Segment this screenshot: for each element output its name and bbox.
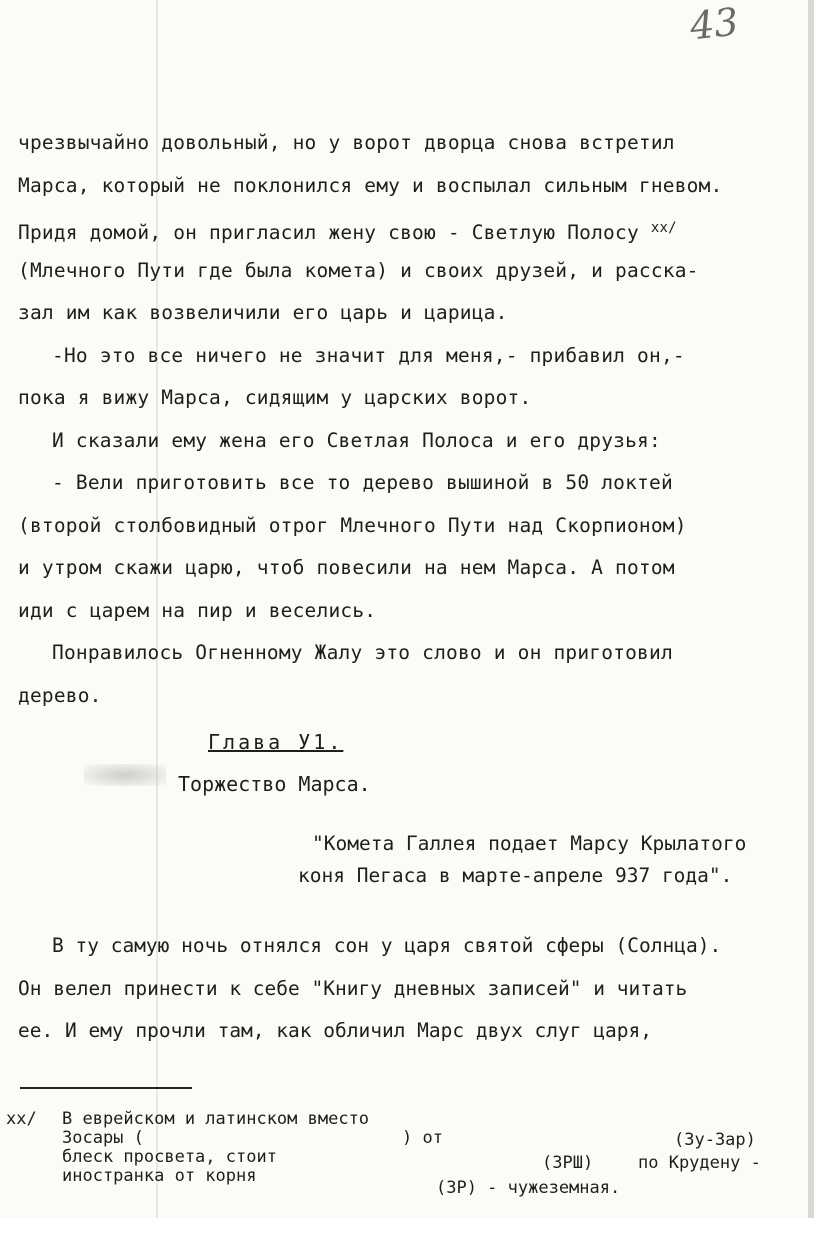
text-line: Понравилось Огненному Жалу это слово и он приготовил <box>52 641 673 664</box>
footnote-text: (ЗРШ) <box>542 1153 594 1173</box>
body-text-lower <box>18 925 808 1053</box>
text-line: ее. И ему прочли там, как обличил Марс двух слуг царя, <box>18 1019 652 1042</box>
text-line: (второй столбовидный отрог Млечного Пути над Скорпионом) <box>18 513 687 537</box>
text-line: и утром скажи царю, чтоб повесили на нем Марса. А потом <box>18 556 675 579</box>
footnote-rule <box>20 1087 192 1089</box>
epigraph <box>298 828 808 892</box>
text-line-content: Придя домой, он пригласил жену свою - Светлую Полосу <box>18 221 639 244</box>
footnote-marker: хх/ <box>6 1109 37 1129</box>
text-line: иди с царем на пир и веселись. <box>18 598 377 622</box>
footnote-text: (Зу-Зар) <box>674 1130 756 1150</box>
footnote-row <box>6 1147 806 1173</box>
text-line: В ту самую ночь отнялся сон у царя святой сферы (Солнца). <box>52 934 722 957</box>
footnote-text: ) от <box>402 1128 443 1148</box>
footnote-reference: хх/ <box>650 220 677 236</box>
footnote-text: по Крудену - <box>638 1153 761 1173</box>
page-edge <box>808 0 814 1218</box>
footnote-row <box>6 1110 806 1129</box>
text-line: И сказали ему жена его Светлая Полоса и его друзья: <box>52 428 661 452</box>
footnote <box>6 1109 806 1198</box>
text-line: зал им как возвеличили его царь и царица. <box>18 301 508 324</box>
footnote-text: В еврейском и латинском вместо <box>62 1109 370 1129</box>
footnote-text: блеск просвета, стоит <box>62 1147 277 1167</box>
footnote-row <box>6 1166 806 1198</box>
ink-smudge <box>84 764 166 786</box>
footnote-row <box>6 1129 806 1148</box>
epigraph-line: коня Пегаса в марте-апреле 937 года". <box>298 864 733 887</box>
chapter-subtitle: Торжество Марса. <box>178 772 371 796</box>
epigraph-line: "Комета Галлея подает Марсу Крылатого <box>312 832 747 855</box>
footnote-text: Зосары ( <box>62 1128 144 1148</box>
text-line <box>18 207 808 250</box>
text-line: Марса, который не поклонился ему и воспылал сильным гневом. <box>18 173 723 197</box>
text-line: (Млечного Пути где была комета) и своих друзей, и расска- <box>18 258 699 282</box>
text-line: пока я вижу Марса, сидящим у царских ворот. <box>18 386 532 409</box>
body-text-upper <box>18 122 808 717</box>
page-number: 43 <box>687 0 741 49</box>
text-line: дерево. <box>18 683 102 707</box>
text-line: Он велел принести к себе "Книгу дневных записей" и читать <box>18 976 688 1000</box>
footnote-text: иностранка от корня <box>62 1166 257 1186</box>
text-line: -Но это все ничего не значит для меня,- прибавил он,- <box>52 343 685 367</box>
text-line: - Вели приготовить все то дерево вышиной в 50 локтей <box>52 471 673 494</box>
chapter-title: Глава У1. <box>208 730 344 754</box>
footnote-text: (ЗР) - чужеземная. <box>436 1178 621 1198</box>
text-line: чрезвычайно довольный, но у ворот дворца снова встретил <box>18 131 675 154</box>
